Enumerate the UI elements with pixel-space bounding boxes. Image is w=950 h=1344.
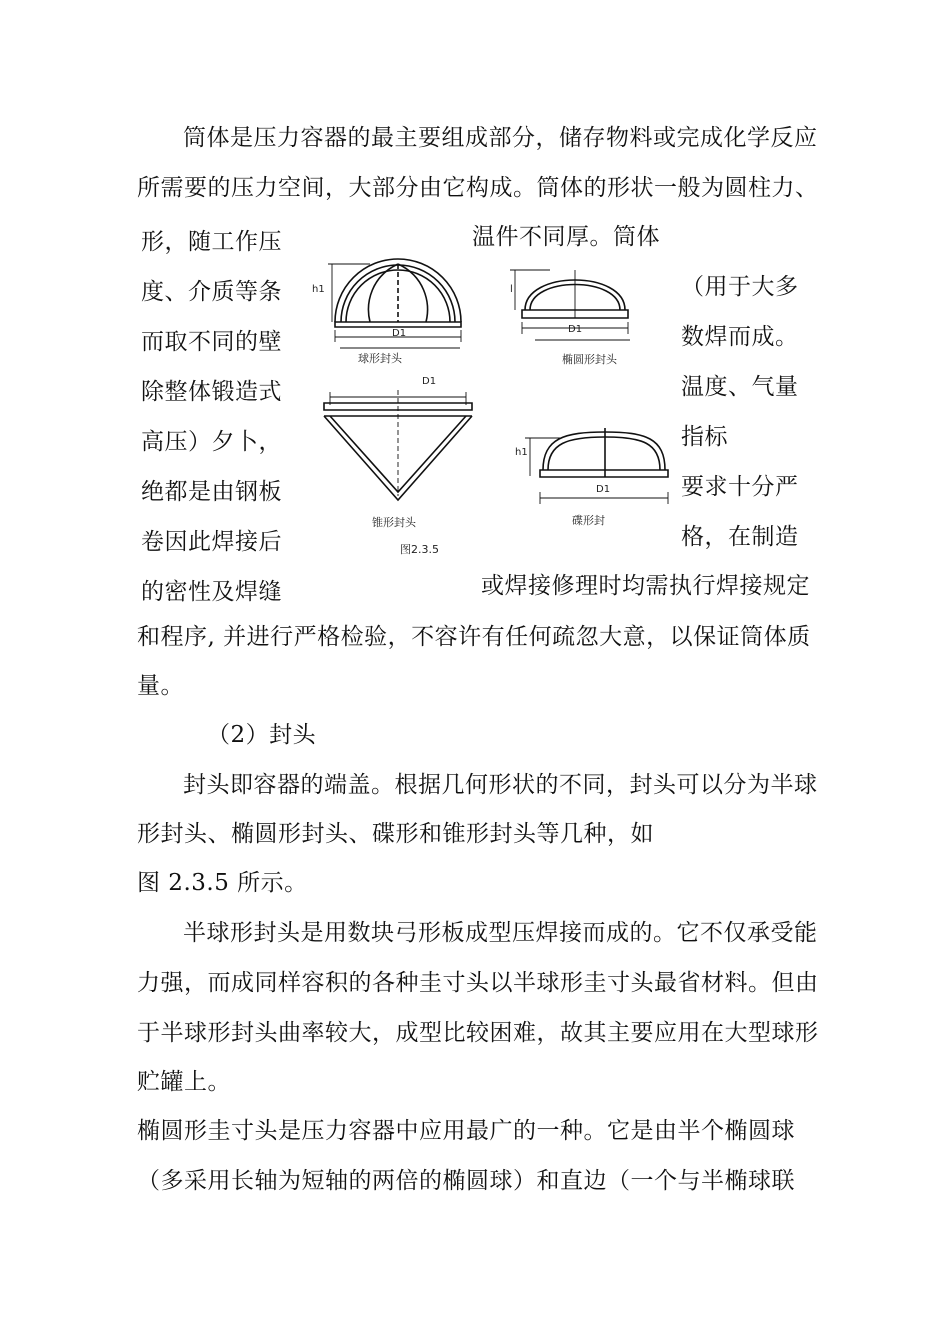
wrap-right-line: 指标 (681, 424, 728, 450)
ellip-caption: 椭圆形封头 (562, 353, 617, 366)
dish-h-label: h1 (515, 447, 528, 458)
ellip-h-label: l (510, 284, 513, 295)
figure-heads (310, 240, 680, 558)
hemi-d-label: D1 (392, 328, 407, 339)
wrap-left-line: 形，随工作压 (141, 229, 282, 255)
hemi-caption: 球形封头 (358, 352, 402, 365)
paragraph-line: 温件不同厚。筒体 (472, 224, 660, 250)
conical-head (324, 390, 472, 500)
hemi-h-label: h1 (312, 284, 325, 295)
wrap-left-line: 绝都是由钢板 (141, 479, 282, 505)
wrap-left-line: 而取不同的壁 (141, 329, 282, 355)
paragraph-line: 椭圆形圭寸头是压力容器中应用最广的一种。它是由半个椭圆球 (137, 1118, 795, 1144)
wrap-left-line: 除整体锻造式 (141, 379, 282, 405)
wrap-left-line: 高压）夕卜， (141, 429, 282, 455)
paragraph-line: 或焊接修理时均需执行焊接规定 (481, 573, 810, 599)
wrap-right-line: 数焊而成。 (681, 324, 799, 350)
paragraph-line: 于半球形封头曲率较大，成型比较困难，故其主要应用在大型球形 (137, 1020, 819, 1046)
paragraph-line: 筒体是压力容器的最主要组成部分，储存物料或完成化学反应 (183, 125, 818, 151)
paragraph-line: 半球形封头是用数块弓形板成型压焊接而成的。它不仅承受能 (183, 920, 818, 946)
paragraph-line: 所需要的压力空间，大部分由它构成。筒体的形状一般为圆柱力、 (137, 175, 819, 201)
paragraph-line: 形封头、椭圆形封头、碟形和锥形封头等几种，如 (137, 821, 654, 847)
cone-d-label: D1 (422, 376, 437, 387)
ellip-d-label: D1 (568, 324, 583, 335)
dish-caption: 碟形封 (572, 514, 605, 527)
wrap-right-line: 格，在制造 (681, 524, 799, 550)
paragraph-line: 封头即容器的端盖。根据几何形状的不同，封头可以分为半球 (183, 772, 818, 798)
wrap-left-line: 卷因此焊接后 (141, 529, 282, 555)
paragraph-line: 量。 (137, 673, 184, 699)
wrap-right-line: 要求十分严 (681, 474, 799, 500)
paragraph-line: 图 2.3.5 所示。 (137, 870, 308, 896)
paragraph-line: （多采用长轴为短轴的两倍的椭圆球）和直边（一个与半椭球联 (137, 1168, 795, 1194)
heads-diagram (310, 240, 680, 558)
wrap-right-line: （用于大多 (681, 274, 799, 300)
cone-caption: 锥形封头 (372, 516, 416, 529)
dish-d-label: D1 (596, 484, 611, 495)
figure-caption: 图2.3.5 (400, 543, 439, 556)
paragraph-line: 贮罐上。 (137, 1069, 231, 1095)
paragraph-line: 力强，而成同样容积的各种圭寸头以半球形圭寸头最省材料。但由 (137, 970, 819, 996)
paragraph-line: 和程序, 并进行严格检验，不容许有任何疏忽大意，以保证筒体质 (137, 624, 811, 650)
section-heading: （2）封头 (207, 722, 317, 748)
wrap-left-line: 度、介质等条 (141, 279, 282, 305)
wrap-right-line: 温度、气量 (681, 374, 799, 400)
wrap-left-line: 的密性及焊缝 (141, 579, 282, 605)
